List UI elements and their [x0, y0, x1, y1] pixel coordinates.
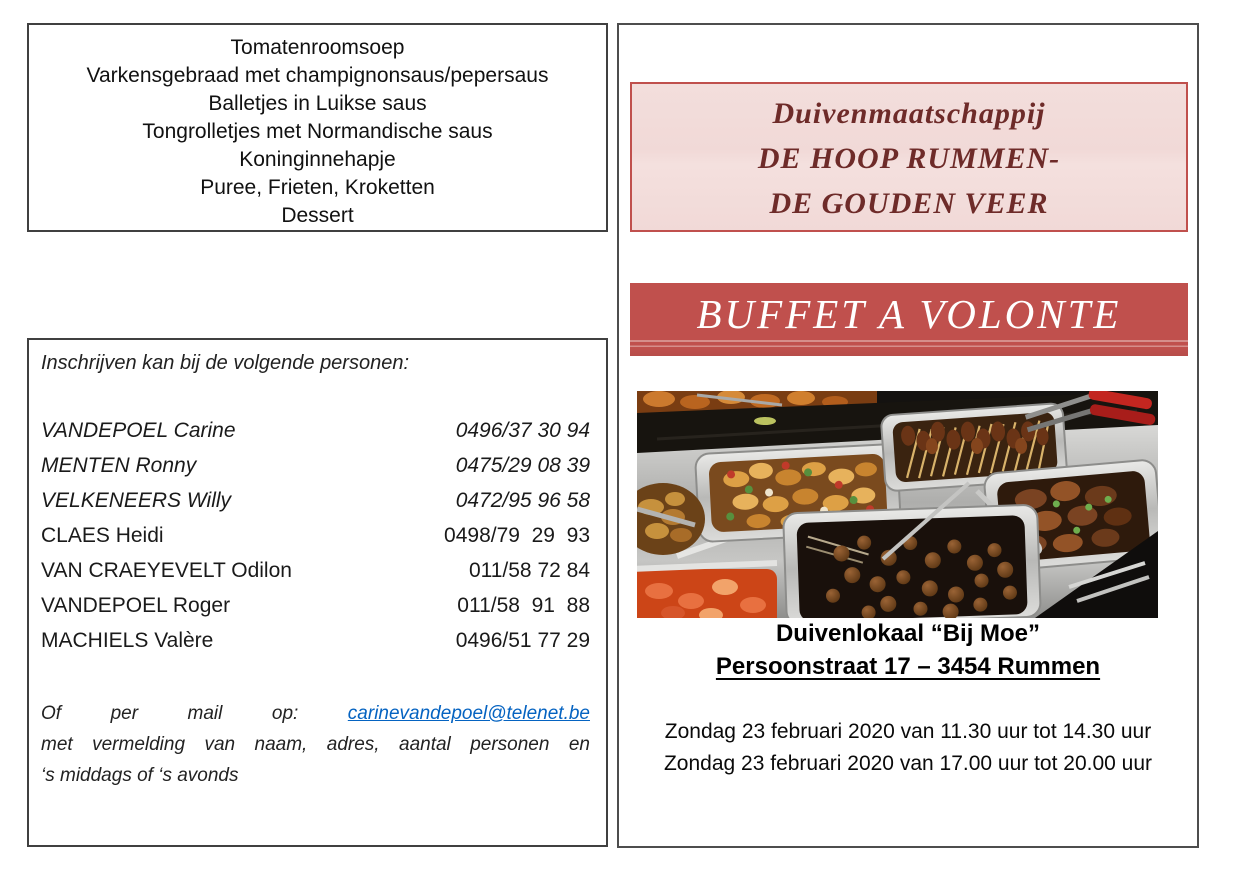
contact-name: VANDEPOEL Roger: [41, 594, 231, 617]
menu-item: Tongrolletjes met Normandische saus: [142, 120, 493, 143]
contact-phone: 0475/29 08 39: [455, 454, 590, 477]
contact-row: [41, 524, 590, 559]
contact-phone: 0496/51 77 29: [455, 629, 590, 652]
mail-line-3: ‘s middags of ‘s avonds: [41, 765, 239, 786]
contact-name: VANDEPOEL Carine: [41, 419, 236, 442]
contact-name: VAN CRAEYEVELT Odilon: [41, 559, 292, 582]
club-line: DE HOOP RUMMEN-: [757, 142, 1061, 175]
menu-item: Varkensgebraad met champignonsaus/pepersaus: [86, 64, 549, 87]
schedule-line-2: Zondag 23 februari 2020 van 17.00 uur tot 20.00 uur: [663, 752, 1153, 775]
contact-row: [41, 594, 590, 629]
schedule: [625, 716, 1191, 780]
menu-item: Koninginnehapje: [239, 148, 396, 171]
contact-phone: 0496/37 30 94: [455, 419, 590, 442]
venue-address: [625, 651, 1191, 683]
mail-line-1: [41, 698, 590, 729]
contact-name: MENTEN Ronny: [41, 454, 197, 477]
contact-name: MACHIELS Valère: [41, 629, 214, 652]
buffet-banner: [630, 283, 1188, 356]
contact-name: VELKENEERS Willy: [41, 489, 232, 512]
venue-address-text: Persoonstraat 17 – 3454 Rummen: [715, 653, 1101, 680]
contact-phone: 0498/79 29 93: [444, 524, 590, 547]
club-line: DE GOUDEN VEER: [769, 187, 1049, 220]
banner-title: BUFFET A VOLONTE: [696, 291, 1122, 337]
contact-row: [41, 489, 590, 524]
signup-intro: Inschrijven kan bij de volgende personen:: [41, 352, 410, 374]
schedule-line-1: Zondag 23 februari 2020 van 11.30 uur tot 14.30 uur: [664, 720, 1152, 743]
email-link[interactable]: carinevandepoel@telenet.be: [347, 703, 590, 724]
contact-row: [41, 419, 590, 454]
contact-phone: 0472/95 96 58: [455, 489, 590, 512]
contact-row: [41, 454, 590, 489]
contact-phone: 011/58 91 88: [457, 594, 590, 617]
menu-item: Puree, Frieten, Kroketten: [200, 176, 435, 199]
buffet-photo: [637, 391, 1158, 618]
club-name-box: [630, 82, 1188, 232]
menu-item: Tomatenroomsoep: [230, 36, 405, 59]
contact-phone: 011/58 72 84: [468, 559, 590, 582]
contact-row: [41, 629, 590, 664]
mail-line-2: met vermelding van naam, adres, aantal personen en: [41, 734, 590, 755]
mail-word: per: [110, 703, 139, 724]
contact-row: [41, 559, 590, 594]
menu-item: Dessert: [281, 204, 354, 227]
mail-paragraph: [41, 698, 590, 791]
menu-item: Balletjes in Luikse saus: [208, 92, 427, 115]
menu-box: [27, 23, 608, 232]
venue-name: Duivenlokaal “Bij Moe”: [775, 620, 1041, 647]
mail-word: op:: [271, 703, 299, 724]
contact-name: CLAES Heidi: [41, 524, 164, 547]
mail-word: mail: [187, 703, 223, 724]
mail-word: Of: [41, 703, 62, 724]
signup-box: [27, 338, 608, 847]
club-line: Duivenmaatschappij: [772, 97, 1046, 130]
